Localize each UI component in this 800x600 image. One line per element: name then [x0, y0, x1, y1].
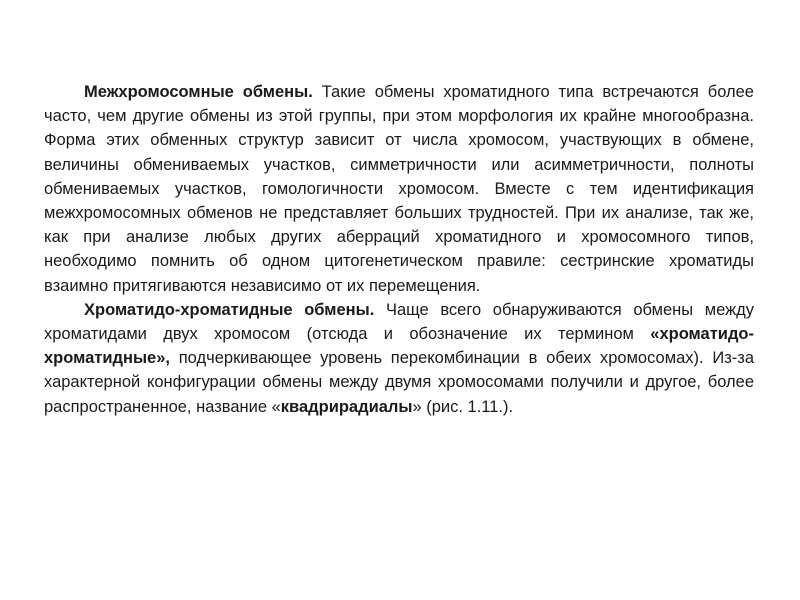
paragraph-text: Такие обмены хроматидного типа встречаются более часто, чем другие обмены из этой группы, при этом морфология их крайне многообразна. Форма этих обменных структур зависит от числа хромосом, участвующих в обмене, величины обмениваемых участков, симметричности или асимметричности, полноты обмениваемых участков, гомологичности хромосом. Вместе с тем идентификация межхромосомных обменов не представляет больших трудностей. При их анализе, так же, как при анализе любых других аберраций хроматидного и хромосомного типов, необходимо помнить об одном цитогенетическом правиле: сестринские хроматиды взаимно притягиваются независимо от их перемещения. [44, 83, 754, 295]
paragraph-heading: Хроматидо-хроматидные обмены. [84, 300, 375, 319]
paragraph-text: » (рис. 1.11.). [412, 397, 514, 416]
paragraph-text: подчеркивающее уровень перекомбинации в обеих хромосомах). Из-за характерной конфигурации обмены между двумя хромосомами получили и другое, более распространенное, название « [44, 349, 754, 416]
text-block [44, 80, 754, 419]
paragraph-heading: Межхромосомные обмены. [84, 83, 313, 101]
paragraph-text: Чаще всего обнаруживаются обмены между хроматидами двух хромосом (отсюда и обозначение их термином [44, 300, 754, 344]
paragraph-interchromosomal-exchanges [44, 80, 754, 298]
paragraph-chromatid-chromatid-exchanges [44, 298, 754, 419]
bold-term: «хроматидо-хроматидные», [44, 325, 754, 368]
bold-term: квадрирадиалы [280, 397, 413, 416]
